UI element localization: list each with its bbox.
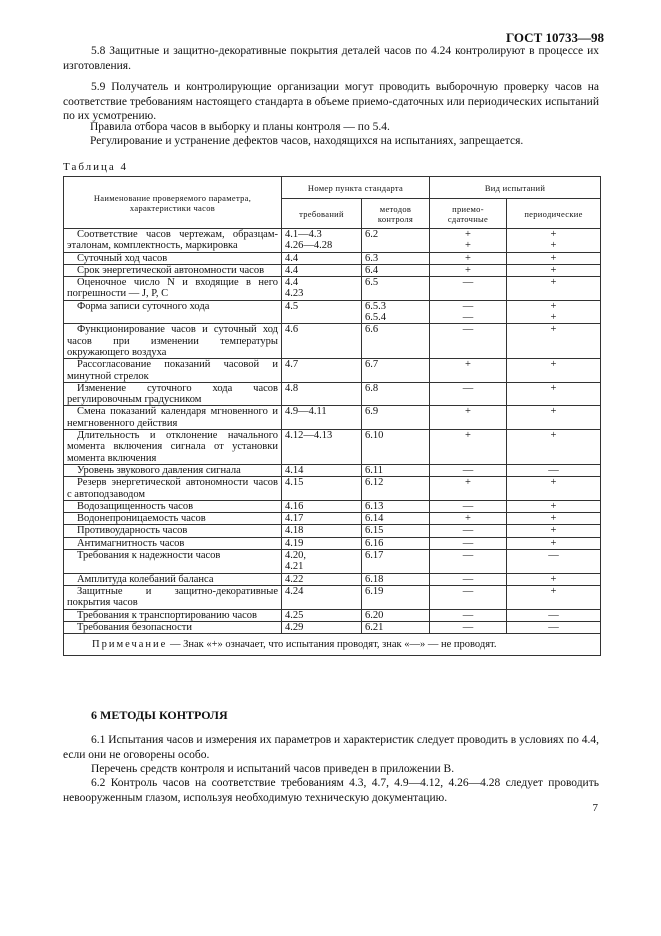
cell-requirement-clause: 4.15 [282, 477, 362, 501]
cell-periodic-test: + [507, 477, 601, 501]
header-test-type: Вид испытаний [430, 177, 601, 199]
cell-requirement-clause: 4.22 [282, 573, 362, 585]
paragraph-equipment-list: Перечень средств контроля и испытаний часов приведен в приложении В. [91, 763, 455, 775]
header-parameter: Наименование проверяемого параметра, характеристики часов [64, 177, 282, 229]
cell-acceptance-test: + [430, 477, 507, 501]
cell-acceptance-test: — [430, 277, 507, 301]
cell-method-clause: 6.5.3 6.5.4 [362, 300, 430, 324]
header-clause-number: Номер пункта стандарта [282, 177, 430, 199]
cell-acceptance-test: + [430, 430, 507, 465]
cell-parameter: Соответствие часов чертежам, образцам-эталонам, комплектность, маркировка [64, 229, 282, 253]
cell-periodic-test: + [507, 324, 601, 359]
cell-method-clause: 6.12 [362, 477, 430, 501]
cell-parameter: Оценочное число N и входящие в него погрешности — J, P, C [64, 277, 282, 301]
table-row [64, 550, 601, 574]
table-row [64, 324, 601, 359]
cell-method-clause: 6.19 [362, 585, 430, 609]
cell-acceptance-test: + [430, 264, 507, 276]
table-row [64, 621, 601, 633]
cell-method-clause: 6.13 [362, 500, 430, 512]
cell-periodic-test: + + [507, 300, 601, 324]
cell-acceptance-test: — [430, 382, 507, 406]
cell-acceptance-test: — [430, 585, 507, 609]
cell-requirement-clause: 4.24 [282, 585, 362, 609]
cell-method-clause: 6.7 [362, 359, 430, 383]
cell-requirement-clause: 4.29 [282, 621, 362, 633]
cell-requirement-clause: 4.1—4.3 4.26—4.28 [282, 229, 362, 253]
note-label: Примечание [92, 639, 168, 651]
cell-periodic-test: + [507, 537, 601, 549]
cell-acceptance-test: + [430, 252, 507, 264]
cell-periodic-test: + [507, 252, 601, 264]
cell-parameter: Водонепроницаемость часов [64, 513, 282, 525]
cell-periodic-test: + [507, 430, 601, 465]
cell-parameter: Требования к надежности часов [64, 550, 282, 574]
cell-requirement-clause: 4.7 [282, 359, 362, 383]
cell-requirement-clause: 4.19 [282, 537, 362, 549]
cell-requirement-clause: 4.17 [282, 513, 362, 525]
document-header: ГОСТ 10733—98 [505, 30, 604, 45]
header-periodic: периодические [507, 199, 601, 229]
cell-periodic-test: + [507, 406, 601, 430]
cell-periodic-test: + [507, 500, 601, 512]
table-row [64, 229, 601, 253]
cell-acceptance-test: + + [430, 229, 507, 253]
cell-acceptance-test: — [430, 609, 507, 621]
cell-method-clause: 6.16 [362, 537, 430, 549]
cell-parameter: Изменение суточного хода часов регулировочным градусником [64, 382, 282, 406]
header-methods: методов контроля [362, 199, 430, 229]
cell-parameter: Противоударность часов [64, 525, 282, 537]
cell-requirement-clause: 4.25 [282, 609, 362, 621]
cell-method-clause: 6.20 [362, 609, 430, 621]
cell-periodic-test: — [507, 464, 601, 476]
cell-acceptance-test: — [430, 464, 507, 476]
cell-method-clause: 6.9 [362, 406, 430, 430]
table-row [64, 252, 601, 264]
cell-parameter: Длительность и отклонение начального момента включения сигнала от установки момента включения [64, 430, 282, 465]
cell-requirement-clause: 4.4 [282, 252, 362, 264]
table-row [64, 464, 601, 476]
cell-periodic-test: + [507, 525, 601, 537]
cell-periodic-test: + [507, 277, 601, 301]
cell-acceptance-test: — [430, 573, 507, 585]
cell-periodic-test: + [507, 573, 601, 585]
cell-method-clause: 6.21 [362, 621, 430, 633]
cell-requirement-clause: 4.18 [282, 525, 362, 537]
header-requirements: требований [282, 199, 362, 229]
cell-parameter: Антимагнитность часов [64, 537, 282, 549]
table-row [64, 513, 601, 525]
cell-acceptance-test: — [430, 537, 507, 549]
cell-method-clause: 6.4 [362, 264, 430, 276]
table-note [64, 634, 601, 656]
cell-periodic-test: + [507, 359, 601, 383]
cell-acceptance-test: — [430, 500, 507, 512]
cell-periodic-test: — [507, 609, 601, 621]
cell-periodic-test: + [507, 382, 601, 406]
cell-parameter: Резерв энергетической автономности часов с автоподзаводом [64, 477, 282, 501]
cell-acceptance-test: + [430, 359, 507, 383]
cell-requirement-clause: 4.5 [282, 300, 362, 324]
table-caption: Таблица 4 [63, 161, 129, 173]
cell-requirement-clause: 4.20, 4.21 [282, 550, 362, 574]
cell-parameter: Требования к транспортированию часов [64, 609, 282, 621]
cell-requirement-clause: 4.9—4.11 [282, 406, 362, 430]
table-row [64, 406, 601, 430]
cell-method-clause: 6.10 [362, 430, 430, 465]
cell-method-clause: 6.17 [362, 550, 430, 574]
cell-acceptance-test: + [430, 513, 507, 525]
cell-method-clause: 6.14 [362, 513, 430, 525]
cell-method-clause: 6.2 [362, 229, 430, 253]
table-row [64, 430, 601, 465]
table-row [64, 573, 601, 585]
cell-periodic-test: — [507, 550, 601, 574]
paragraph-regulation: Регулирование и устранение дефектов часов, находящихся на испытаниях, запрещается. [90, 135, 524, 147]
cell-parameter: Суточный ход часов [64, 252, 282, 264]
cell-requirement-clause: 4.6 [282, 324, 362, 359]
cell-requirement-clause: 4.12—4.13 [282, 430, 362, 465]
cell-periodic-test: + [507, 585, 601, 609]
cell-method-clause: 6.5 [362, 277, 430, 301]
paragraph-6-1: 6.1 Испытания часов и измерения их параметров и характеристик следует проводить в условиях по 4.4, если они не оговорены особо. [63, 734, 599, 761]
header-acceptance: приемо-сдаточные [430, 199, 507, 229]
table-row [64, 359, 601, 383]
table-row [64, 277, 601, 301]
cell-requirement-clause: 4.16 [282, 500, 362, 512]
cell-parameter: Срок энергетической автономности часов [64, 264, 282, 276]
cell-method-clause: 6.6 [362, 324, 430, 359]
cell-method-clause: 6.3 [362, 252, 430, 264]
table-row [64, 537, 601, 549]
cell-periodic-test: + [507, 513, 601, 525]
page-number: 7 [592, 802, 598, 814]
cell-acceptance-test: — [430, 550, 507, 574]
cell-parameter: Требования безопасности [64, 621, 282, 633]
cell-parameter: Водозащищенность часов [64, 500, 282, 512]
table-4 [63, 176, 601, 656]
cell-parameter: Смена показаний календаря мгновенного и немгновенного действия [64, 406, 282, 430]
cell-parameter: Форма записи суточного хода [64, 300, 282, 324]
table-row [64, 609, 601, 621]
cell-parameter: Функционирование часов и суточный ход часов при изменении температуры окружающего воздуха [64, 324, 282, 359]
paragraph-5-9: 5.9 Получатель и контролирующие организации могут проводить выборочную проверку часов на соответствие требованиям настоящего стандарта в объеме приемо-сдаточных или периодических испытаний по их усмотрению. [63, 81, 599, 122]
table-row [64, 477, 601, 501]
table-row [64, 500, 601, 512]
cell-periodic-test: + + [507, 229, 601, 253]
cell-method-clause: 6.18 [362, 573, 430, 585]
table-row [64, 382, 601, 406]
cell-method-clause: 6.15 [362, 525, 430, 537]
paragraph-5-8: 5.8 Защитные и защитно-декоративные покрытия деталей часов по 4.24 контролируют в процессе их изготовления. [63, 45, 599, 72]
cell-parameter: Уровень звукового давления сигнала [64, 464, 282, 476]
cell-requirement-clause: 4.14 [282, 464, 362, 476]
cell-acceptance-test: — [430, 621, 507, 633]
cell-periodic-test: + [507, 264, 601, 276]
cell-periodic-test: — [507, 621, 601, 633]
paragraph-6-2: 6.2 Контроль часов на соответствие требованиям 4.3, 4.7, 4.9—4.12, 4.26—4.28 следует проводить невооруженным глазом, используя необходимую техническую документацию. [63, 777, 599, 804]
cell-parameter: Амплитуда колебаний баланса [64, 573, 282, 585]
cell-requirement-clause: 4.4 4.23 [282, 277, 362, 301]
cell-requirement-clause: 4.4 [282, 264, 362, 276]
cell-acceptance-test: — [430, 525, 507, 537]
table-row [64, 300, 601, 324]
cell-method-clause: 6.8 [362, 382, 430, 406]
cell-parameter: Защитные и защитно-декоративные покрытия часов [64, 585, 282, 609]
cell-acceptance-test: + [430, 406, 507, 430]
paragraph-sampling-rules: Правила отбора часов в выборку и планы контроля — по 5.4. [90, 121, 390, 133]
cell-method-clause: 6.11 [362, 464, 430, 476]
cell-acceptance-test: — [430, 324, 507, 359]
section-title: 6 МЕТОДЫ КОНТРОЛЯ [91, 708, 228, 722]
table-row [64, 585, 601, 609]
table-row [64, 264, 601, 276]
table-row [64, 525, 601, 537]
note-text: — Знак «+» означает, что испытания проводят, знак «—» — не проводят. [167, 639, 497, 651]
cell-acceptance-test: — — [430, 300, 507, 324]
cell-requirement-clause: 4.8 [282, 382, 362, 406]
cell-parameter: Рассогласование показаний часовой и минутной стрелок [64, 359, 282, 383]
